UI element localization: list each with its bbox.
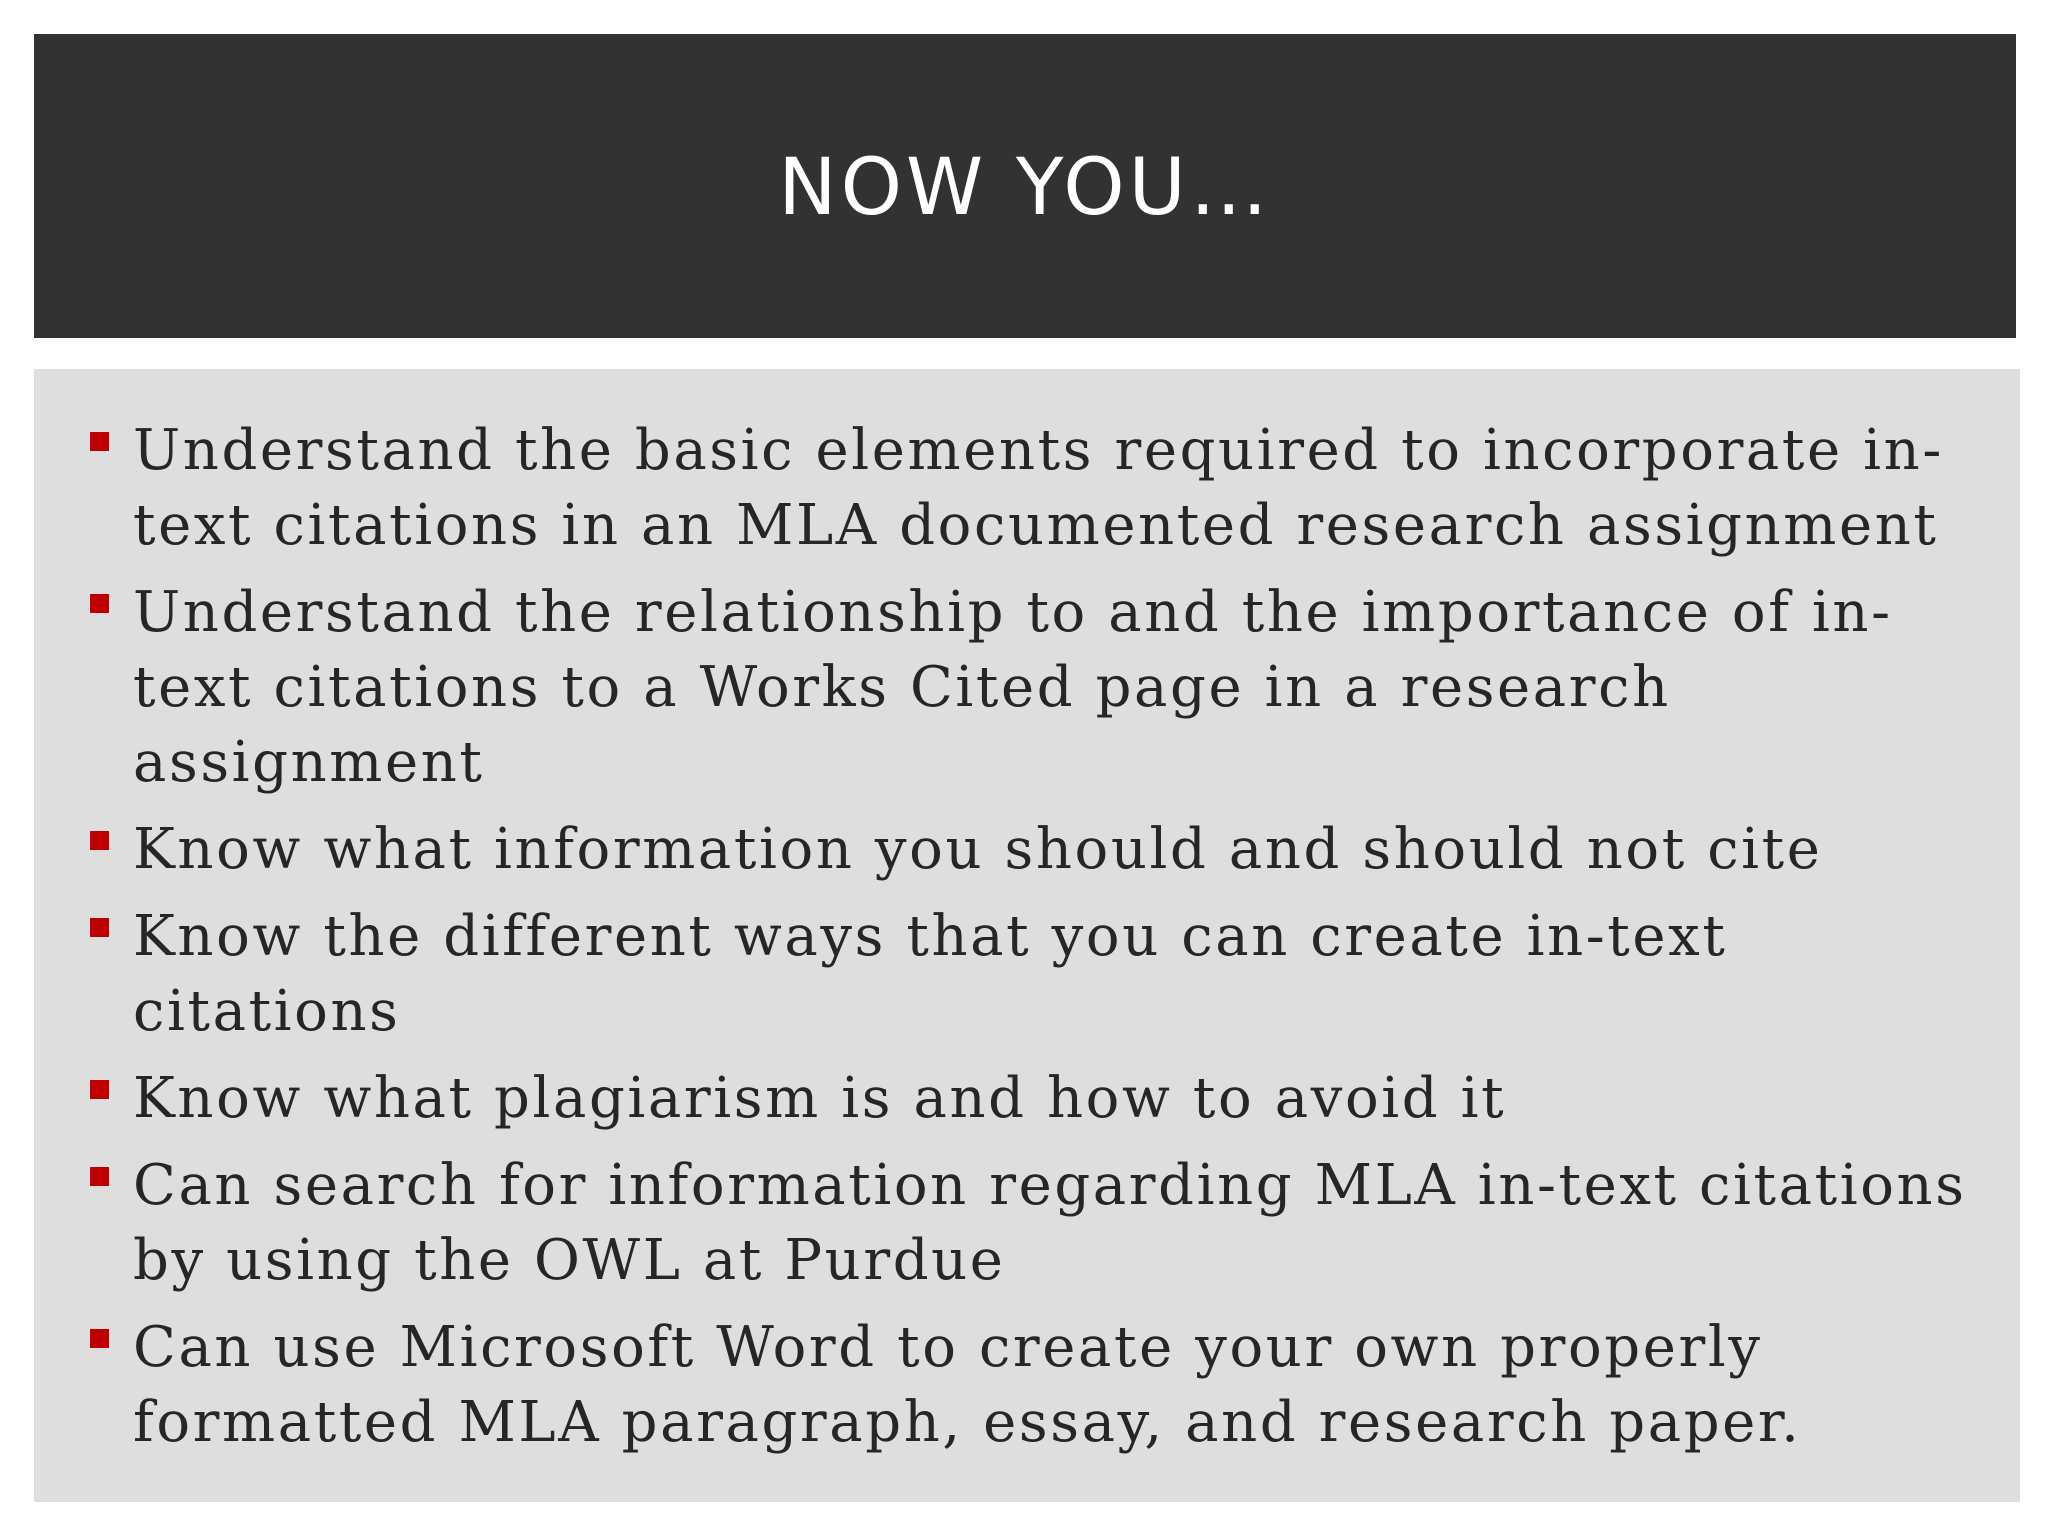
title-bar bbox=[34, 34, 2016, 338]
square-bullet-icon bbox=[90, 918, 109, 937]
bullet-list bbox=[34, 369, 2020, 1460]
bullet-text: Can use Microsoft Word to create your own properly formatted MLA paragraph, essay, and research paper. bbox=[133, 1315, 1802, 1455]
slide-title: NOW YOU… bbox=[778, 143, 1272, 233]
square-bullet-icon bbox=[90, 1167, 109, 1186]
bullet-text: Know the different ways that you can create in-text citations bbox=[133, 904, 1728, 1044]
bullet-text: Know what information you should and should not cite bbox=[133, 817, 1823, 882]
square-bullet-icon bbox=[90, 432, 109, 451]
square-bullet-icon bbox=[90, 1080, 109, 1099]
bullet-item bbox=[90, 899, 1980, 1049]
square-bullet-icon bbox=[90, 594, 109, 613]
bullet-text: Can search for information regarding MLA in-text citations by using the OWL at Purdue bbox=[133, 1153, 1967, 1293]
bullet-item bbox=[90, 575, 1980, 800]
bullet-item bbox=[90, 1148, 1980, 1298]
square-bullet-icon bbox=[90, 831, 109, 850]
bullet-text: Understand the basic elements required to incorporate in-text citations in an MLA documented research assignment bbox=[133, 418, 1944, 558]
bullet-item bbox=[90, 1310, 1980, 1460]
bullet-item bbox=[90, 812, 1980, 887]
content-area bbox=[34, 369, 2020, 1502]
bullet-item bbox=[90, 1061, 1980, 1136]
bullet-text: Understand the relationship to and the importance of in-text citations to a Works Cited page in a research assignment bbox=[133, 580, 1893, 795]
square-bullet-icon bbox=[90, 1329, 109, 1348]
bullet-item bbox=[90, 413, 1980, 563]
bullet-text: Know what plagiarism is and how to avoid it bbox=[133, 1066, 1507, 1131]
